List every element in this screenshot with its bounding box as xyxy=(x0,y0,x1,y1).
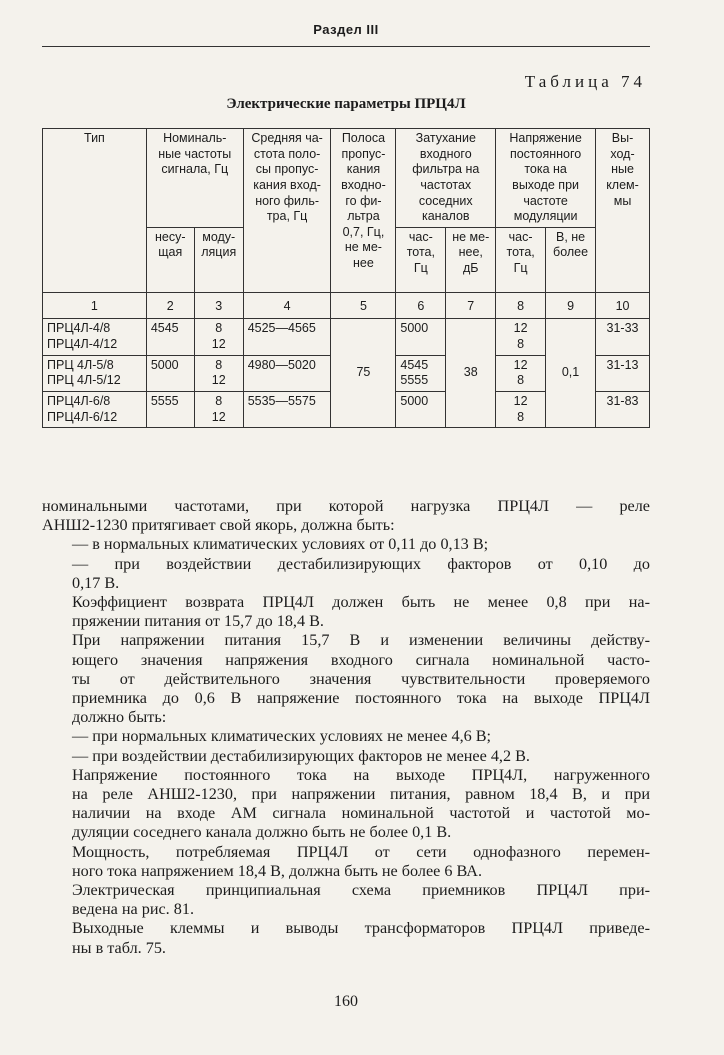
header-passband xyxy=(331,129,396,293)
header-terminals xyxy=(596,129,650,293)
cell-volt-v: 0,1 xyxy=(546,319,596,428)
cell-carrier: 5555 xyxy=(146,391,194,427)
text-line: ход- xyxy=(610,146,635,161)
text-line: Затухание xyxy=(415,131,476,145)
cell-att-freq xyxy=(396,355,446,391)
body-text xyxy=(42,497,650,958)
cell-modulation xyxy=(194,319,243,355)
table-title: Электрические параметры ПРЦ4Л xyxy=(226,96,466,112)
text-line: наличии на входе АМ сигнала номинальной частотой и частотой мо- xyxy=(72,804,650,823)
text-line: фильтра на xyxy=(412,162,480,177)
text-line: Гц xyxy=(513,261,528,275)
text-line: кания xyxy=(346,162,381,177)
paragraph xyxy=(42,593,650,631)
text-line: Средняя ча- xyxy=(251,131,323,145)
paragraph xyxy=(42,881,650,919)
text-line: пропус- xyxy=(341,146,386,161)
text-line: ПРЦ4Л-4/8 xyxy=(47,321,111,336)
text-line: 8 xyxy=(215,357,223,372)
col-number: 5 xyxy=(331,292,396,319)
text-line: сы пропус- xyxy=(255,162,319,177)
cell-passband: 75 xyxy=(331,319,396,428)
text-line: щая xyxy=(158,245,183,260)
header-volt-v xyxy=(546,227,596,292)
header-band-avg xyxy=(243,129,331,293)
text-line: 8 xyxy=(215,393,223,408)
text-line: 4545 xyxy=(400,357,429,372)
text-line: приемника до 0,6 В напряжение постоянного тока на выходе ПРЦ4Л xyxy=(72,689,650,708)
page-number: 160 xyxy=(334,993,358,1010)
header-attenuation xyxy=(396,129,496,228)
cell-modulation xyxy=(194,391,243,427)
paragraph xyxy=(42,766,650,843)
parameters-table xyxy=(42,128,650,428)
text-line: тока на xyxy=(524,162,567,177)
text-line: тота, xyxy=(406,245,435,260)
paragraph xyxy=(42,843,650,881)
header-att-freq xyxy=(396,227,446,292)
text-line: не ме- xyxy=(452,229,490,244)
cell-volt-freq xyxy=(496,355,546,391)
text-line: моду- xyxy=(202,229,236,244)
text-line: кания вход- xyxy=(253,177,321,192)
text-line: го фи- xyxy=(345,193,382,208)
paragraph: — в нормальных климатических условиях от 0,11 до 0,13 В; xyxy=(72,535,489,554)
text-line: нее xyxy=(353,256,374,270)
header-voltage xyxy=(496,129,596,228)
text-line: тра, Гц xyxy=(266,209,308,224)
text-line: частотах xyxy=(420,177,472,192)
text-line: ПРЦ4Л-6/12 xyxy=(47,409,118,424)
col-number: 9 xyxy=(546,292,596,319)
text-line: тота, xyxy=(506,245,535,260)
text-line: дБ xyxy=(462,261,479,275)
text-line: на реле АНШ2-1230, при напряжении питания, равном 18,4 В, и при xyxy=(72,785,650,804)
text-line: постоянного xyxy=(509,146,582,161)
text-line: 12 xyxy=(513,321,528,336)
text-line: модуляции xyxy=(513,209,578,224)
cell-att-freq xyxy=(396,391,446,427)
text-line: При напряжении питания 15,7 В и изменении величины действу- xyxy=(72,631,650,650)
text-line: АНШ2-1230 притягивает свой якорь, должна быть: xyxy=(42,516,395,535)
cell-carrier: 5000 xyxy=(146,355,194,391)
text-line: 8 xyxy=(517,409,525,424)
text-line: входного xyxy=(419,146,472,161)
text-line: 8 xyxy=(517,337,525,351)
text-line: нее, xyxy=(458,245,483,260)
text-line: Полоса xyxy=(341,131,386,145)
paragraph: — при нормальных климатических условиях не менее 4,6 В; xyxy=(72,727,492,746)
cell-type xyxy=(43,391,147,427)
col-number: 2 xyxy=(146,292,194,319)
text-line: 12 xyxy=(211,337,226,351)
text-line: Гц xyxy=(413,261,428,275)
text-line: выходе при xyxy=(512,177,580,192)
col-number: 3 xyxy=(194,292,243,319)
cell-terminals: 31-13 xyxy=(596,355,650,391)
text-line: 12 xyxy=(211,373,226,388)
paragraph xyxy=(42,631,650,727)
column-number-row xyxy=(43,292,650,319)
text-line: Напряжение xyxy=(509,131,582,145)
text-line: 8 xyxy=(517,373,525,388)
text-line: ного тока напряжением 18,4 В, должна быть не более 6 ВА. xyxy=(72,861,483,880)
text-line: мы xyxy=(613,193,632,208)
header-nominal xyxy=(146,129,243,228)
cell-terminals: 31-33 xyxy=(596,319,650,355)
cell-modulation xyxy=(194,355,243,391)
text-line: более xyxy=(553,245,589,260)
cell-carrier: 4545 xyxy=(146,319,194,355)
text-line: ПРЦ 4Л-5/8 xyxy=(47,357,114,372)
cell-att-freq xyxy=(396,319,446,355)
cell-terminals: 31-83 xyxy=(596,391,650,427)
text-line: пряжении питания от 15,7 до 18,4 В. xyxy=(72,612,324,631)
text-line: Коэффициент возврата ПРЦ4Л должен быть не менее 0,8 при на- xyxy=(72,593,650,612)
text-line: Вы- xyxy=(611,131,634,145)
text-line: 0,17 В. xyxy=(72,573,120,592)
text-line: каналов xyxy=(421,209,470,224)
paragraph xyxy=(42,555,650,593)
table-label: Таблица 74 xyxy=(524,72,646,91)
text-line: ПРЦ 4Л-5/12 xyxy=(47,373,121,388)
col-number: 10 xyxy=(596,292,650,319)
col-number: 1 xyxy=(43,292,147,319)
text-line: не ме- xyxy=(344,240,382,255)
paragraph: — при воздействии дестабилизирующих факторов не менее 4,2 В. xyxy=(72,746,530,765)
paragraph xyxy=(42,919,650,957)
cell-band: 5535—5575 xyxy=(243,391,331,427)
table-header-row-1 xyxy=(43,129,650,228)
text-line: 12 xyxy=(513,393,528,408)
text-line: номинальными частотами, при которой нагрузка ПРЦ4Л — реле xyxy=(42,497,650,515)
col-number: 7 xyxy=(446,292,496,319)
text-line: 5000 xyxy=(400,321,429,336)
text-line: ные xyxy=(611,162,634,177)
text-line: должно быть: xyxy=(72,708,167,727)
text-line: Выходные клеммы и выводы трансформаторов ПРЦ4Л приведе- xyxy=(72,919,650,938)
text-line: льтра xyxy=(347,209,380,224)
text-line: входно- xyxy=(341,177,386,192)
cell-volt-freq xyxy=(496,319,546,355)
text-line: стота поло- xyxy=(253,146,321,161)
header-modulation xyxy=(194,227,243,292)
text-line: 5555 xyxy=(400,373,429,388)
text-line: несу- xyxy=(155,229,186,244)
col-number: 8 xyxy=(496,292,546,319)
text-line: Мощность, потребляемая ПРЦ4Л от сети однофазного перемен- xyxy=(72,842,650,861)
text-line: сигнала, Гц xyxy=(161,162,229,177)
text-line: ведена на рис. 81. xyxy=(72,900,194,919)
text-line: 5000 xyxy=(400,393,429,408)
text-line: ны в табл. 75. xyxy=(72,938,166,957)
cell-att-db: 38 xyxy=(446,319,496,428)
text-line: ПРЦ4Л-4/12 xyxy=(47,337,118,351)
text-line: соседних xyxy=(418,193,473,208)
section-header: Раздел III xyxy=(313,22,379,37)
cell-type xyxy=(43,319,147,355)
text-line: ного филь- xyxy=(255,193,319,208)
text-line: 12 xyxy=(211,409,226,424)
cell-type xyxy=(43,355,147,391)
text-line: ющего значения напряжения входного сигнала номинальной часто- xyxy=(72,650,650,669)
text-line: час- xyxy=(508,229,533,244)
text-line: — при воздействии дестабилизирующих факторов от 0,10 до xyxy=(72,554,650,573)
header-type: Тип xyxy=(43,129,147,293)
text-line: ты от действительного значения чувствительности проверяемого xyxy=(72,669,650,688)
text-line: дуляции соседнего канала должно быть не более 0,1 В. xyxy=(72,823,452,842)
header-volt-freq xyxy=(496,227,546,292)
text-line: 0,7, Гц, xyxy=(342,224,385,239)
cell-volt-freq xyxy=(496,391,546,427)
text-line: час- xyxy=(408,229,433,244)
table-row xyxy=(43,319,650,355)
text-line: ные частоты xyxy=(158,146,232,161)
text-line: ПРЦ4Л-6/8 xyxy=(47,393,111,408)
text-line: частоте xyxy=(523,193,568,208)
cell-band: 4980—5020 xyxy=(243,355,331,391)
text-line: 12 xyxy=(513,357,528,372)
text-line: Напряжение постоянного тока на выходе ПРЦ4Л, нагруженного xyxy=(72,765,650,784)
header-rule xyxy=(42,46,650,47)
col-number: 4 xyxy=(243,292,331,319)
text-line: клем- xyxy=(606,177,639,192)
text-line: 8 xyxy=(215,321,223,336)
text-line: Электрическая принципиальная схема приемников ПРЦ4Л при- xyxy=(72,881,650,900)
cell-band: 4525—4565 xyxy=(243,319,331,355)
col-number: 6 xyxy=(396,292,446,319)
text-line: ляция xyxy=(201,245,237,260)
text-line: В, не xyxy=(555,229,586,244)
paragraph xyxy=(42,497,650,535)
text-line: Номиналь- xyxy=(163,131,227,145)
header-carrier xyxy=(146,227,194,292)
header-att-db xyxy=(446,227,496,292)
